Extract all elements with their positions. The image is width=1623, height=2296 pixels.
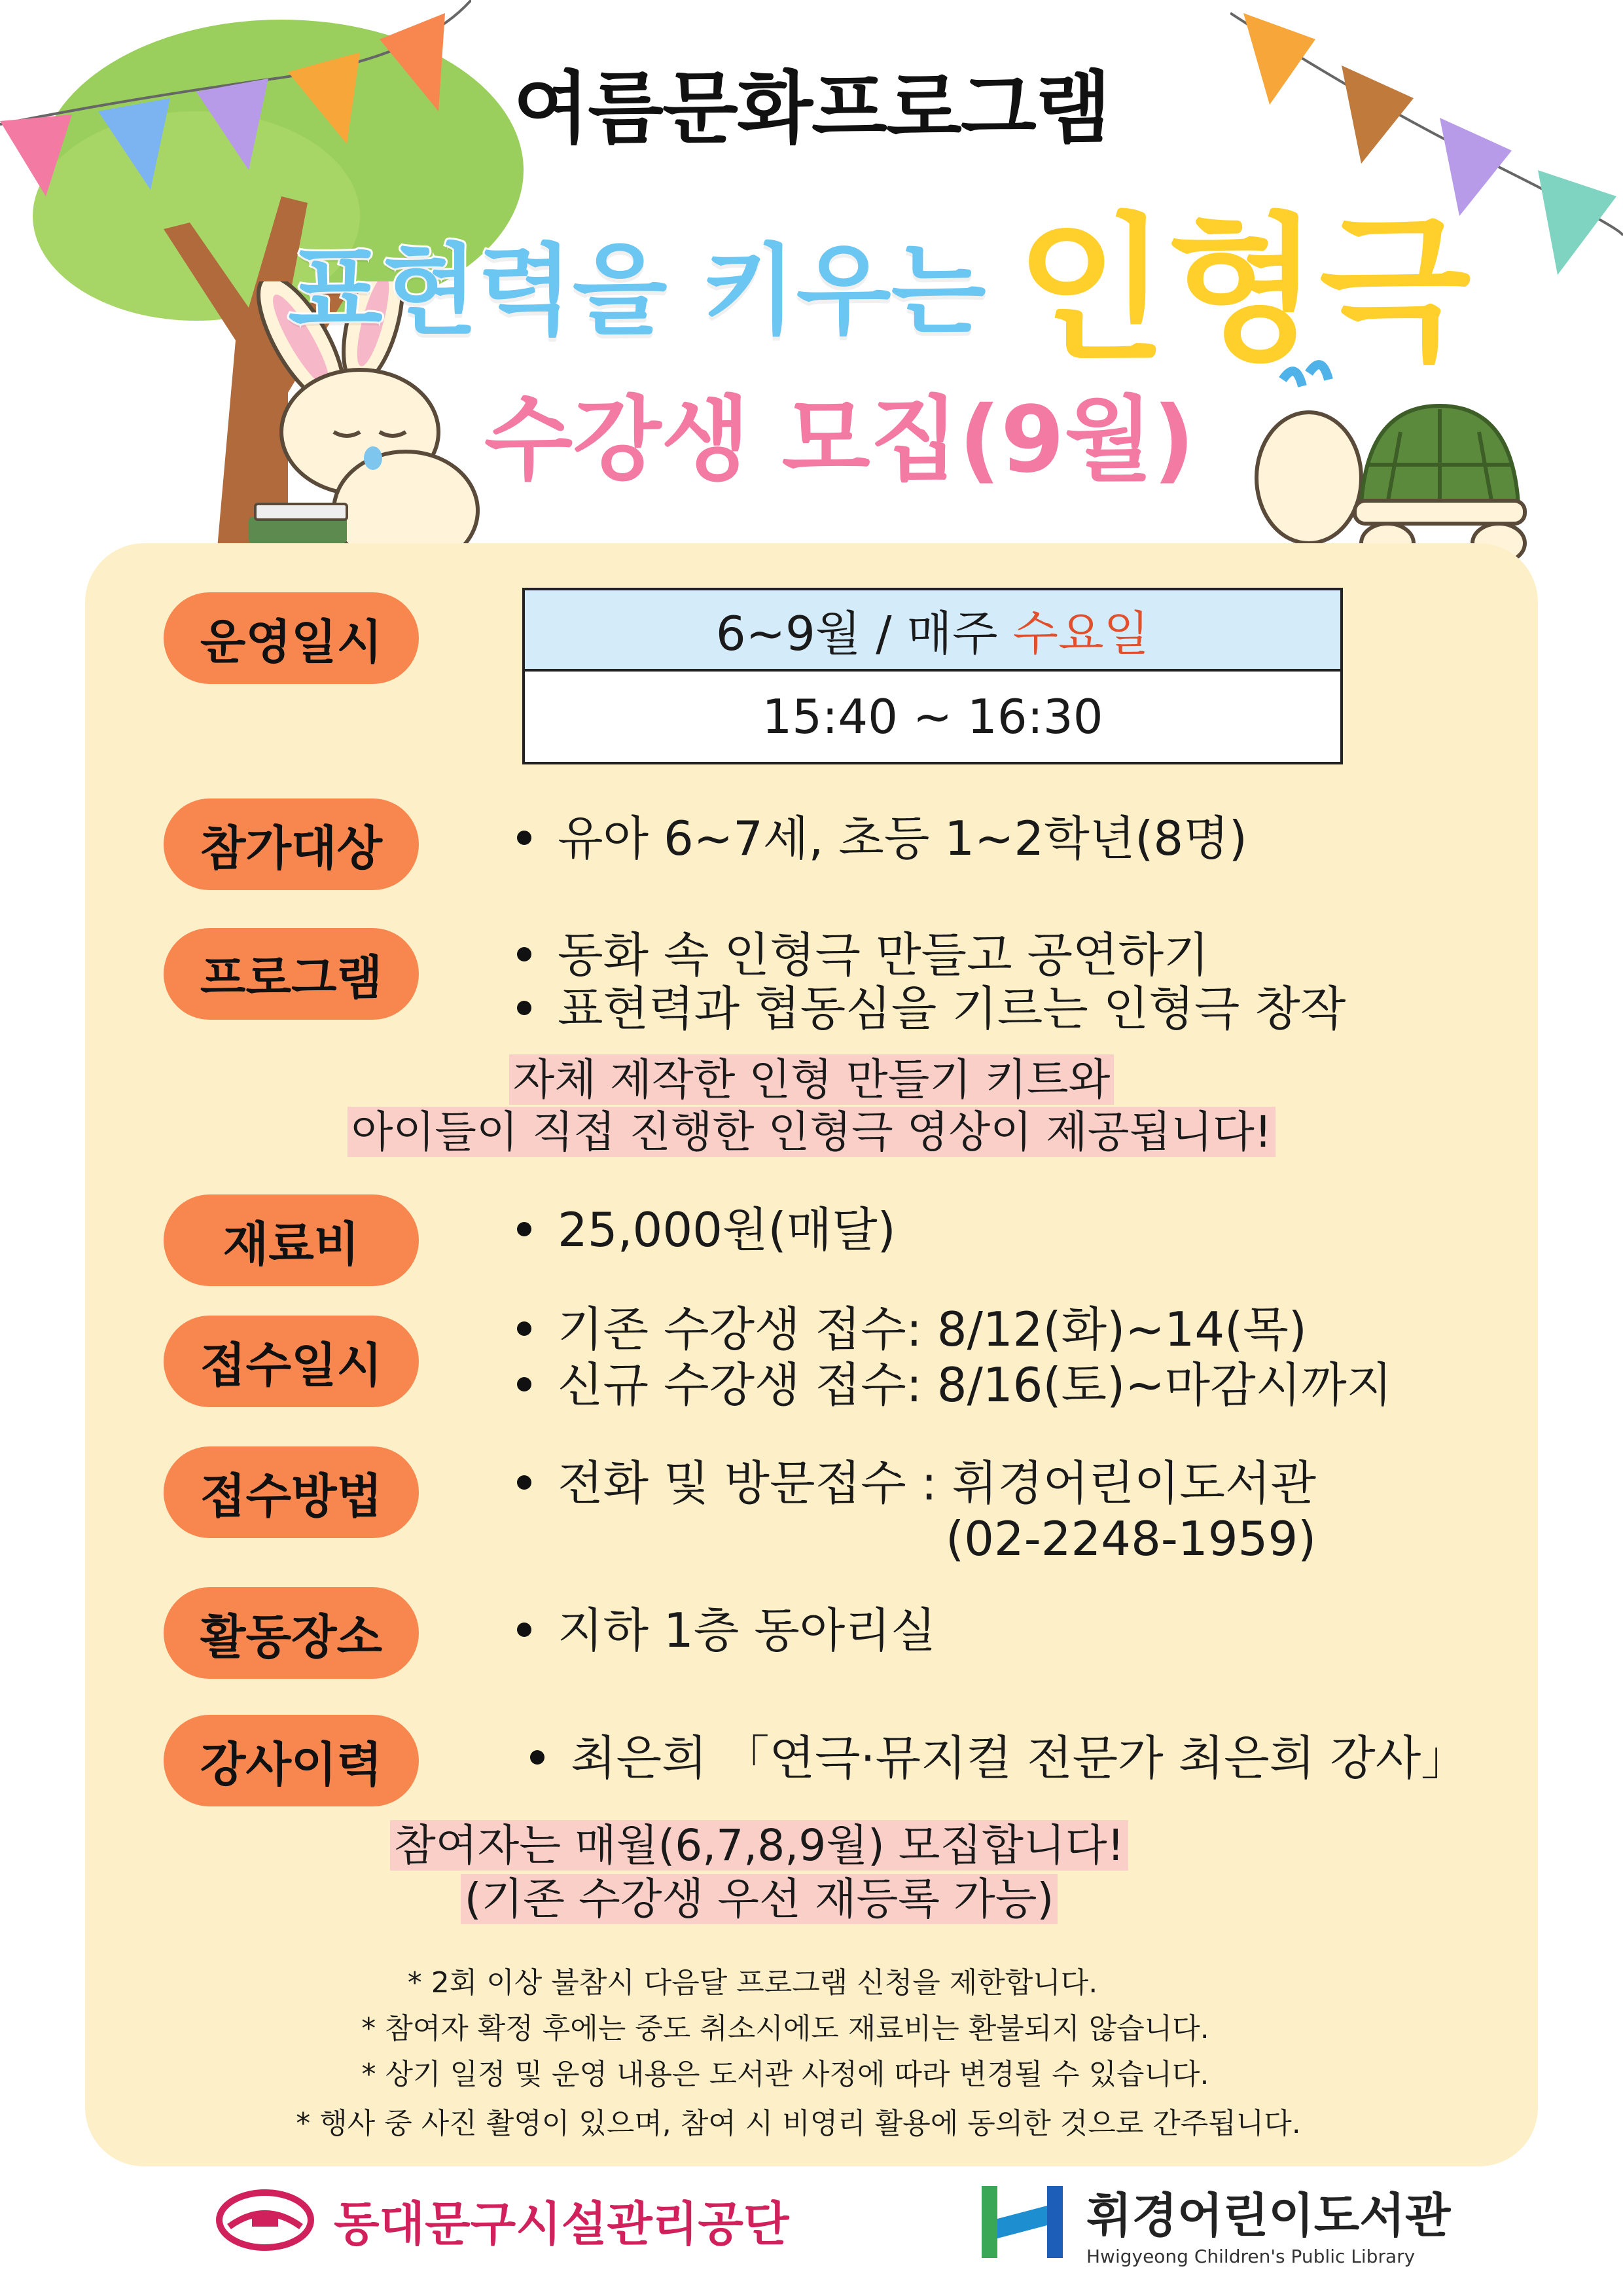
label-instructor: 강사이력 bbox=[164, 1715, 419, 1806]
program-note-1: 자체 제작한 인형 만들기 키트와 bbox=[0, 1054, 1623, 1106]
schedule-day: 6~9월 / 매주 bbox=[715, 606, 998, 661]
schedule-table bbox=[522, 588, 1343, 764]
library-name: 휘경어린이도서관 bbox=[1086, 2187, 1451, 2243]
title-part-1: 표현력을 키우는 bbox=[288, 234, 986, 348]
library-name-en: Hwigyeong Children's Public Library bbox=[1086, 2245, 1416, 2267]
facility-corp-logo bbox=[216, 2186, 789, 2254]
list-item: 유아 6~7세, 초등 1~2학년(8명) bbox=[517, 812, 1247, 865]
list-item: 25,000원(매달) bbox=[517, 1203, 896, 1257]
program-category-title: 여름문화프로그램 bbox=[513, 63, 1110, 154]
label-fee: 재료비 bbox=[164, 1194, 419, 1286]
phone-number: (02-2248-1959) bbox=[946, 1511, 1317, 1566]
label-apply-method: 접수방법 bbox=[164, 1446, 419, 1538]
program-note-2: 아이들이 직접 진행한 인형극 영상이 제공됩니다! bbox=[0, 1106, 1623, 1158]
notice-line-2: (기존 수강생 우선 재등록 가능) bbox=[0, 1873, 1571, 1926]
list-item: 최은희 「연극·뮤지컬 전문가 최은희 강사」 bbox=[530, 1731, 1468, 1785]
list-item: 동화 속 인형극 만들고 공연하기 bbox=[517, 928, 1209, 982]
footnote: * 상기 일정 및 운영 내용은 도서관 사정에 따라 변경될 수 있습니다. bbox=[361, 2058, 1209, 2091]
list-item: 신규 수강생 접수: 8/16(토)~마감시까지 bbox=[517, 1358, 1392, 1412]
library-logo bbox=[975, 2173, 1450, 2271]
footnote: * 2회 이상 불참시 다음달 프로그램 신청을 제한합니다. bbox=[407, 1966, 1098, 2000]
schedule-time: 15:40 ~ 16:30 bbox=[762, 689, 1103, 744]
list-item: 표현력과 협동심을 기르는 인형극 창작 bbox=[517, 982, 1346, 1035]
facility-corp-emblem-icon bbox=[216, 2187, 314, 2253]
list-item: 전화 및 방문접수 : 휘경어린이도서관 bbox=[517, 1456, 1316, 1510]
library-emblem-icon bbox=[975, 2173, 1073, 2271]
label-target: 참가대상 bbox=[164, 798, 419, 890]
list-item: 기존 수강생 접수: 8/12(화)~14(목) bbox=[517, 1302, 1307, 1356]
schedule-day-cell bbox=[525, 590, 1340, 672]
notice-line-1: 참여자는 매월(6,7,8,9월) 모집합니다! bbox=[0, 1820, 1571, 1872]
footnote: * 참여자 확정 후에는 중도 취소시에도 재료비는 환불되지 않습니다. bbox=[361, 2012, 1209, 2045]
label-apply-date: 접수일시 bbox=[164, 1316, 419, 1407]
label-place: 활동장소 bbox=[164, 1587, 419, 1679]
facility-corp-name: 동대문구시설관리공단 bbox=[334, 2197, 789, 2251]
recruit-heading: 수강생 모집(9월) bbox=[484, 387, 1195, 493]
title-part-2: 인형극 bbox=[1016, 198, 1471, 382]
list-item: 지하 1층 동아리실 bbox=[517, 1604, 936, 1657]
label-program: 프로그램 bbox=[164, 928, 419, 1020]
label-schedule: 운영일시 bbox=[164, 592, 419, 684]
page-title bbox=[288, 164, 1471, 389]
schedule-day-highlight: 수요일 bbox=[1012, 606, 1150, 661]
footnote: * 행사 중 사진 촬영이 있으며, 참여 시 비영리 활용에 동의한 것으로 간주됩니다. bbox=[296, 2107, 1301, 2140]
